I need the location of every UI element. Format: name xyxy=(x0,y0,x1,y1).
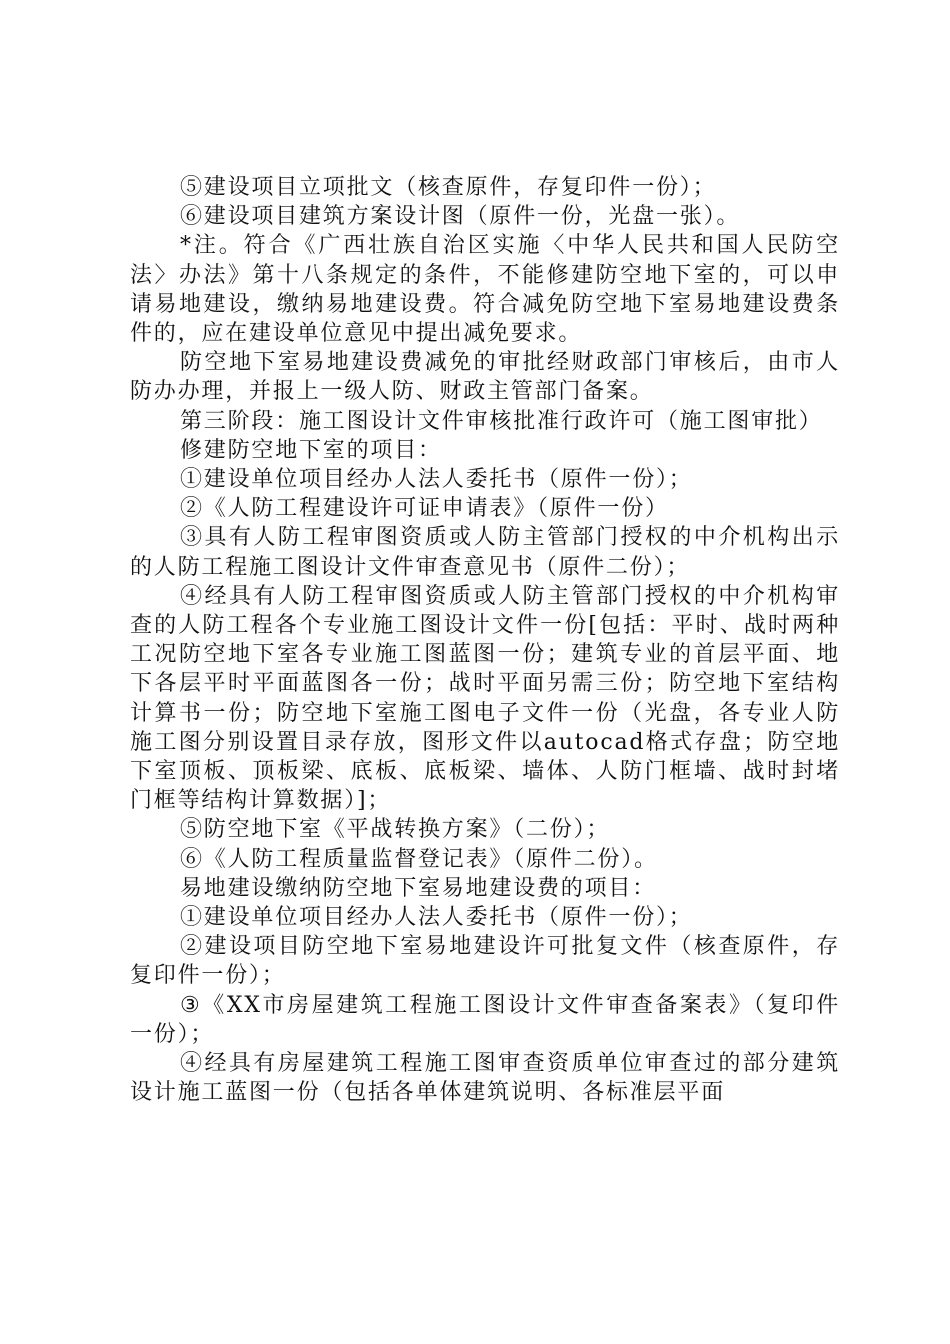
paragraph: 修建防空地下室的项目： xyxy=(180,437,442,463)
paragraph: 第三阶段：施工图设计文件审核批准行政许可（施工图审批） xyxy=(180,408,823,434)
document-body xyxy=(130,173,840,1108)
paragraph: *注。符合《广西壮族自治区实施〈中华人民共和国人民防空法〉办法》第十八条规定的条件，不能修建防空地下室的，可以申请易地建设，缴纳易地建设费。符合减免防空地下室易地建设费条件的，应在建设单位意见中提出减免要求。 xyxy=(130,233,840,347)
paragraph: ⑥建设项目建筑方案设计图（原件一份，光盘一张）。 xyxy=(180,204,741,230)
paragraph: ⑥《人防工程质量监督登记表》（原件二份）。 xyxy=(180,846,658,872)
paragraph: ③具有人防工程审图资质或人防主管部门授权的中介机构出示的人防工程施工图设计文件审查意见书（原件二份）； xyxy=(130,525,840,580)
paragraph: ②《人防工程建设许可证申请表》（原件一份） xyxy=(180,496,669,522)
paragraph: ④经具有房屋建筑工程施工图审查资质单位审查过的部分建筑设计施工蓝图一份（包括各单体建筑说明、各标准层平面 xyxy=(130,1051,840,1106)
paragraph: ⑤建设项目立项批文（核查原件，存复印件一份）； xyxy=(180,175,717,200)
paragraph: ⑤防空地下室《平战转换方案》（二份）； xyxy=(180,817,611,843)
paragraph: ①建设单位项目经办人法人委托书（原件一份）； xyxy=(180,467,693,493)
paragraph: ①建设单位项目经办人法人委托书（原件一份）； xyxy=(180,905,693,931)
paragraph: ②建设项目防空地下室易地建设许可批复文件（核查原件，存复印件一份）； xyxy=(130,934,840,989)
paragraph: 防空地下室易地建设费减免的审批经财政部门审核后，由市人防办办理，并报上一级人防、财政主管部门备案。 xyxy=(130,350,840,405)
paragraph: ③《XX市房屋建筑工程施工图设计文件审查备案表》（复印件一份）； xyxy=(130,992,840,1047)
paragraph: ④经具有人防工程审图资质或人防主管部门授权的中介机构审查的人防工程各个专业施工图设计文件一份[包括：平时、战时两种工况防空地下室各专业施工图蓝图一份；建筑专业的首层平面、地下各层平时平面蓝图各一份；战时平面另需三份；防空地下室结构计算书一份；防空地下室施工图电子文件一份（光盘，各专业人防施工图分别设置目录存放，图形文件以autocad格式存盘；防空地下室顶板、顶板梁、底板、底板梁、墙体、人防门框墙、战时封堵门框等结构计算数据）]； xyxy=(130,583,840,814)
paragraph: 易地建设缴纳防空地下室易地建设费的项目： xyxy=(180,875,657,901)
